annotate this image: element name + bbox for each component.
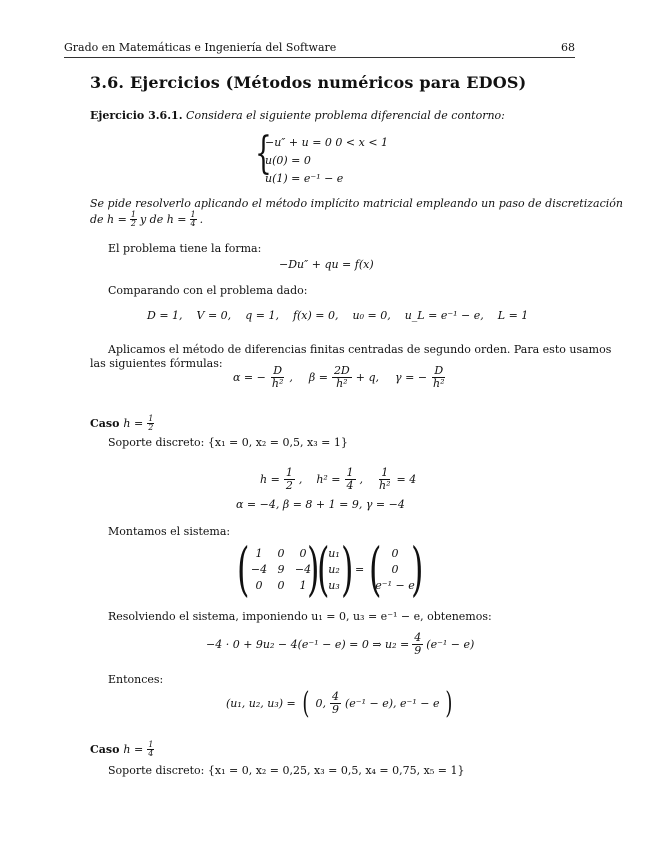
rhs-close-paren: )	[411, 535, 424, 603]
gamma-frac: $\frac{D}{\text{h²}}$	[433, 364, 445, 391]
request-line-2: de h = $\frac{1}{2}$ y de h = $\frac{1}{4}$ .	[90, 210, 204, 228]
param-item: u₀ = 0,	[352, 309, 391, 322]
frac-half: $\frac{1}{2}$	[130, 210, 136, 228]
case-frac: $\frac{1}{4}$	[148, 740, 154, 758]
section-heading: Ejercicios (Métodos numéricos para EDOS)	[130, 73, 527, 92]
step-values: h = $\frac{1}{2}$ , h² = $\frac{1}{4}$ , $\frac{1}{\text{h²}}$ = 4	[260, 466, 417, 493]
result-equation: (u₁, u₂, u₃) = ( 0, $\frac{4}{9}$ (e⁻¹ − e), e⁻¹ − e )	[226, 686, 453, 721]
coefficient-formulas: α = − $\frac{D}{\text{h²}}$ , β = $\frac{2D}{\text{h²}}$ + q, γ = − $\frac{D}{\text{h²}}$	[233, 364, 445, 391]
solve-intro: Resolviendo el sistema, imponiendo u₁ = 0, u₃ = e⁻¹ − e, obtenemos:	[108, 610, 492, 623]
coefficient-matrix: 1 0 0 −4 9 −4 0 0 1	[250, 547, 312, 592]
matrix-close-paren: )	[307, 535, 320, 603]
equals-sign: =	[355, 563, 365, 576]
support-2: Soporte discreto: {x₁ = 0, x₂ = 0,25, x₃ = 0,5, x₄ = 0,75, x₅ = 1}	[108, 764, 465, 777]
form-equation: −Du″ + qu = f(x)	[279, 258, 374, 271]
exercise-label: Ejercicio 3.6.1.	[90, 109, 183, 122]
system-intro: Montamos el sistema:	[108, 525, 231, 538]
request-line-1: Se pide resolverlo aplicando el método implícito matricial empleando un paso de discretización	[90, 197, 623, 210]
request-text-b: y de h =	[139, 213, 187, 226]
beta-frac: $\frac{2D}{\text{h²}}$	[333, 364, 350, 391]
vector-close-paren: )	[341, 535, 354, 603]
method-line-2: las siguientes fórmulas:	[90, 357, 223, 370]
header-rule	[64, 57, 575, 58]
system-eq-1: −u″ + u = 0 0 < x < 1	[265, 136, 389, 149]
matrix-open-paren: (	[237, 535, 250, 603]
case-h: h =	[123, 743, 144, 756]
compare-intro: Comparando con el problema dado:	[108, 284, 308, 297]
param-item: f(x) = 0,	[292, 309, 339, 322]
beta-tail: + q,	[355, 371, 380, 385]
alpha-frac: $\frac{D}{\text{h²}}$	[271, 364, 284, 391]
exercise-statement: Considera el siguiente problema diferencial de contorno:	[186, 109, 505, 122]
rhs-open-paren: (	[369, 535, 382, 603]
section-number: 3.6.	[90, 73, 125, 92]
left-brace: {	[255, 128, 272, 179]
unknown-vector: u₁ u₂ u₃	[328, 547, 340, 592]
coefficient-values: α = −4, β = 8 + 1 = 9, γ = −4	[236, 498, 405, 511]
case-h: h =	[123, 417, 144, 430]
form-intro: El problema tiene la forma:	[108, 242, 262, 255]
case-2-heading	[90, 741, 154, 758]
request-text-a: de h =	[90, 213, 127, 226]
beta-lhs: β =	[308, 371, 328, 385]
case-1-heading	[90, 415, 154, 432]
param-item: D = 1,	[147, 309, 183, 322]
exercise-heading	[90, 109, 505, 122]
page-number: 68	[561, 41, 575, 54]
system-eq-2: u(0) = 0	[265, 154, 311, 167]
parameter-list	[147, 309, 528, 322]
solve-equation: −4 · 0 + 9u₂ − 4(e⁻¹ − e) = 0 ⇒ u₂ = $\frac{4}{9}$ (e⁻¹ − e)	[206, 631, 475, 658]
param-item: u_L = e⁻¹ − e,	[404, 309, 484, 322]
section-title	[90, 73, 526, 92]
param-item: V = 0,	[196, 309, 232, 322]
case-label: Caso	[90, 743, 120, 756]
param-item: L = 1	[497, 309, 529, 322]
method-line-1: Aplicamos el método de diferencias finitas centradas de segundo orden. Para esto usamos	[108, 343, 612, 356]
alpha-lhs: α = −	[233, 371, 266, 385]
running-header: Grado en Matemáticas e Ingeniería del Software	[64, 41, 337, 54]
gamma-lhs: γ = −	[395, 371, 428, 385]
support-1: Soporte discreto: {x₁ = 0, x₂ = 0,5, x₃ = 1}	[108, 436, 348, 449]
case-label: Caso	[90, 417, 120, 430]
system-eq-3: u(1) = e⁻¹ − e	[265, 172, 344, 185]
frac-quarter: $\frac{1}{4}$	[190, 210, 196, 228]
case-frac: $\frac{1}{2}$	[148, 414, 154, 432]
vector-open-paren: (	[317, 535, 330, 603]
param-item: q = 1,	[245, 309, 279, 322]
rhs-vector: 0 0 e⁻¹ − e	[375, 547, 415, 592]
then-label: Entonces:	[108, 673, 164, 686]
